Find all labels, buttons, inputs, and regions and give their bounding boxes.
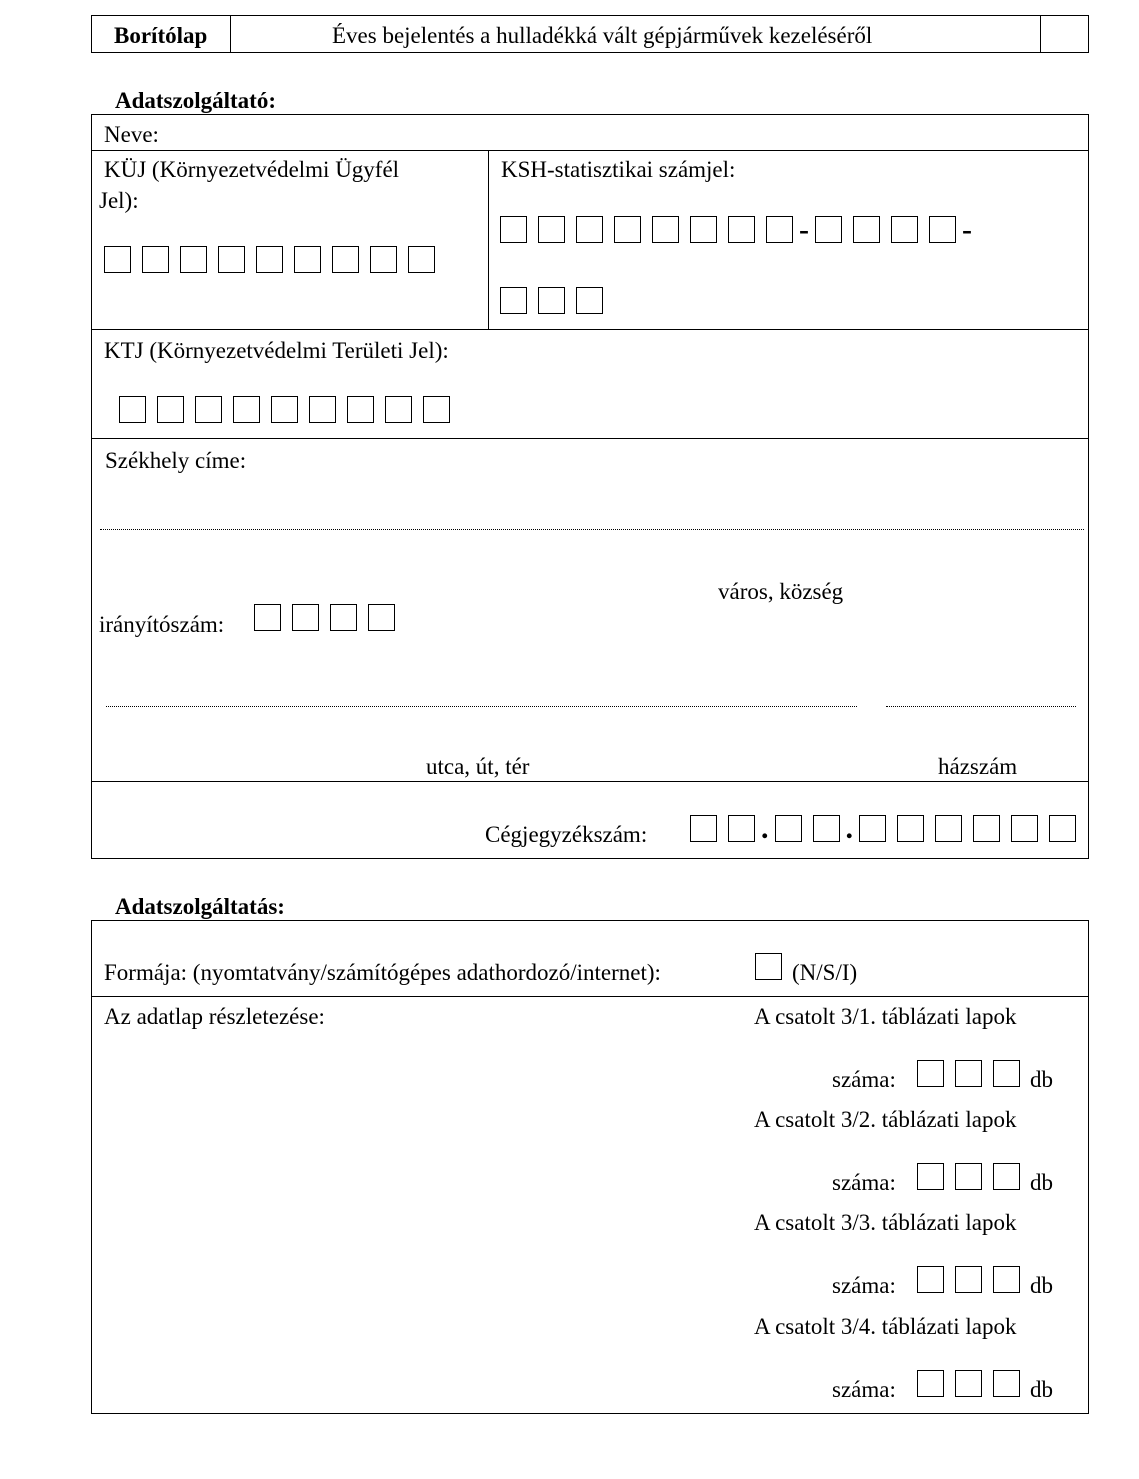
ksh-digit-box[interactable] [652, 216, 679, 243]
ktj-label: KTJ (Környezetvédelmi Területi Jel): [104, 338, 449, 363]
ktj-digit-box[interactable] [385, 396, 412, 423]
sheet-count-boxes[interactable] [917, 1266, 1031, 1293]
zip-digit-box[interactable] [368, 604, 395, 631]
sheet-digit-box[interactable] [993, 1163, 1020, 1190]
ksh-digit-box[interactable] [853, 216, 880, 243]
kuj-boxes[interactable] [104, 246, 446, 273]
ktj-digit-box[interactable] [233, 396, 260, 423]
sheet-unit: db [1030, 1273, 1053, 1298]
kuj-digit-box[interactable] [332, 246, 359, 273]
sheet-count-boxes[interactable] [917, 1060, 1031, 1087]
ktj-digit-box[interactable] [347, 396, 374, 423]
company-reg-boxes[interactable] [690, 811, 1076, 845]
provider-row-line-3 [91, 438, 1089, 439]
sheet-digit-box[interactable] [917, 1060, 944, 1087]
kuj-label-cont: Jel): [99, 188, 139, 213]
sheet-label: A csatolt 3/1. táblázati lapok [754, 1004, 1017, 1029]
provider-col-divider [488, 150, 489, 330]
cover-label: Borítólap [114, 23, 208, 48]
service-section-title: Adatszolgáltatás: [115, 894, 285, 919]
provider-row-line-2 [91, 329, 1089, 330]
company-reg-label: Cégjegyzékszám: [485, 822, 648, 847]
kuj-digit-box[interactable] [408, 246, 435, 273]
sheet-unit: db [1030, 1170, 1053, 1195]
form-box-wrap[interactable] [755, 953, 782, 980]
city-line[interactable] [100, 529, 1084, 530]
reg-digit-box[interactable] [897, 815, 924, 842]
ksh-digit-box[interactable] [538, 216, 565, 243]
reg-separator: . [845, 811, 853, 845]
ktj-boxes[interactable] [119, 396, 461, 423]
service-row-line [91, 996, 1089, 997]
ksh-digit-box[interactable] [538, 287, 565, 314]
provider-row-line-1 [91, 150, 1089, 151]
sheet-digit-box[interactable] [955, 1370, 982, 1397]
sheet-digit-box[interactable] [993, 1060, 1020, 1087]
ksh-digit-box[interactable] [576, 287, 603, 314]
ksh-digit-box[interactable] [690, 216, 717, 243]
reg-digit-box[interactable] [775, 815, 802, 842]
form-options: (N/S/I) [792, 960, 858, 985]
zip-boxes[interactable] [254, 604, 406, 631]
reg-digit-box[interactable] [728, 815, 755, 842]
header-empty-cell[interactable] [1041, 16, 1087, 52]
sheet-digit-box[interactable] [955, 1266, 982, 1293]
sheet-digit-box[interactable] [917, 1370, 944, 1397]
kuj-digit-box[interactable] [294, 246, 321, 273]
sheet-count-boxes[interactable] [917, 1163, 1031, 1190]
reg-digit-box[interactable] [973, 815, 1000, 842]
ksh-boxes-line2[interactable] [500, 287, 614, 314]
ktj-digit-box[interactable] [195, 396, 222, 423]
kuj-digit-box[interactable] [142, 246, 169, 273]
ksh-separator: - [799, 212, 809, 246]
ksh-digit-box[interactable] [576, 216, 603, 243]
ktj-digit-box[interactable] [423, 396, 450, 423]
ksh-digit-box[interactable] [500, 287, 527, 314]
sheet-label: A csatolt 3/3. táblázati lapok [754, 1210, 1017, 1235]
sheet-label: A csatolt 3/2. táblázati lapok [754, 1107, 1017, 1132]
kuj-label: KÜJ (Környezetvédelmi Ügyfél [104, 157, 400, 182]
ksh-boxes-line1[interactable] [500, 212, 978, 246]
zip-digit-box[interactable] [330, 604, 357, 631]
reg-digit-box[interactable] [859, 815, 886, 842]
zip-digit-box[interactable] [292, 604, 319, 631]
sheet-digit-box[interactable] [917, 1266, 944, 1293]
sheet-count-label: száma: [832, 1170, 896, 1195]
provider-row-line-4 [91, 781, 1089, 782]
reg-digit-box[interactable] [813, 815, 840, 842]
reg-digit-box[interactable] [690, 815, 717, 842]
provider-section-title: Adatszolgáltató: [115, 88, 276, 113]
kuj-digit-box[interactable] [370, 246, 397, 273]
house-number-line[interactable] [886, 706, 1076, 707]
zip-label: irányítószám: [99, 612, 225, 637]
name-field[interactable] [170, 118, 1080, 146]
city-label: város, község [718, 579, 844, 604]
sheet-digit-box[interactable] [993, 1266, 1020, 1293]
sheet-digit-box[interactable] [917, 1163, 944, 1190]
kuj-digit-box[interactable] [104, 246, 131, 273]
document-title: Éves bejelentés a hulladékká vált gépjárművek kezeléséről [332, 23, 873, 48]
sheet-digit-box[interactable] [955, 1060, 982, 1087]
kuj-digit-box[interactable] [180, 246, 207, 273]
form-label: Formája: (nyomtatvány/számítógépes adathordozó/internet): [104, 960, 661, 985]
form-type-box[interactable] [755, 953, 782, 980]
reg-digit-box[interactable] [935, 815, 962, 842]
street-line[interactable] [106, 706, 857, 707]
ktj-digit-box[interactable] [309, 396, 336, 423]
street-label: utca, út, tér [426, 754, 530, 779]
sheet-unit: db [1030, 1067, 1053, 1092]
ktj-digit-box[interactable] [119, 396, 146, 423]
ksh-separator: - [962, 212, 972, 246]
ktj-digit-box[interactable] [157, 396, 184, 423]
zip-digit-box[interactable] [254, 604, 281, 631]
sheet-digit-box[interactable] [993, 1370, 1020, 1397]
name-label: Neve: [104, 122, 159, 147]
address-label: Székhely címe: [105, 448, 247, 473]
house-number-label: házszám [938, 754, 1018, 779]
sheet-count-label: száma: [832, 1377, 896, 1402]
ksh-label: KSH-statisztikai számjel: [501, 157, 736, 182]
sheet-count-boxes[interactable] [917, 1370, 1031, 1397]
sheet-digit-box[interactable] [955, 1163, 982, 1190]
ksh-digit-box[interactable] [614, 216, 641, 243]
kuj-digit-box[interactable] [218, 246, 245, 273]
ksh-digit-box[interactable] [766, 216, 793, 243]
sheet-count-label: száma: [832, 1273, 896, 1298]
reg-separator: . [761, 811, 769, 845]
ktj-digit-box[interactable] [271, 396, 298, 423]
ksh-digit-box[interactable] [728, 216, 755, 243]
sheet-count-label: száma: [832, 1067, 896, 1092]
reg-digit-box[interactable] [1049, 815, 1076, 842]
ksh-digit-box[interactable] [929, 216, 956, 243]
kuj-digit-box[interactable] [256, 246, 283, 273]
reg-digit-box[interactable] [1011, 815, 1038, 842]
sheet-unit: db [1030, 1377, 1053, 1402]
ksh-digit-box[interactable] [815, 216, 842, 243]
ksh-digit-box[interactable] [500, 216, 527, 243]
sheet-label: A csatolt 3/4. táblázati lapok [754, 1314, 1017, 1339]
header-divider [230, 15, 231, 53]
ksh-digit-box[interactable] [891, 216, 918, 243]
details-label: Az adatlap részletezése: [104, 1004, 325, 1029]
